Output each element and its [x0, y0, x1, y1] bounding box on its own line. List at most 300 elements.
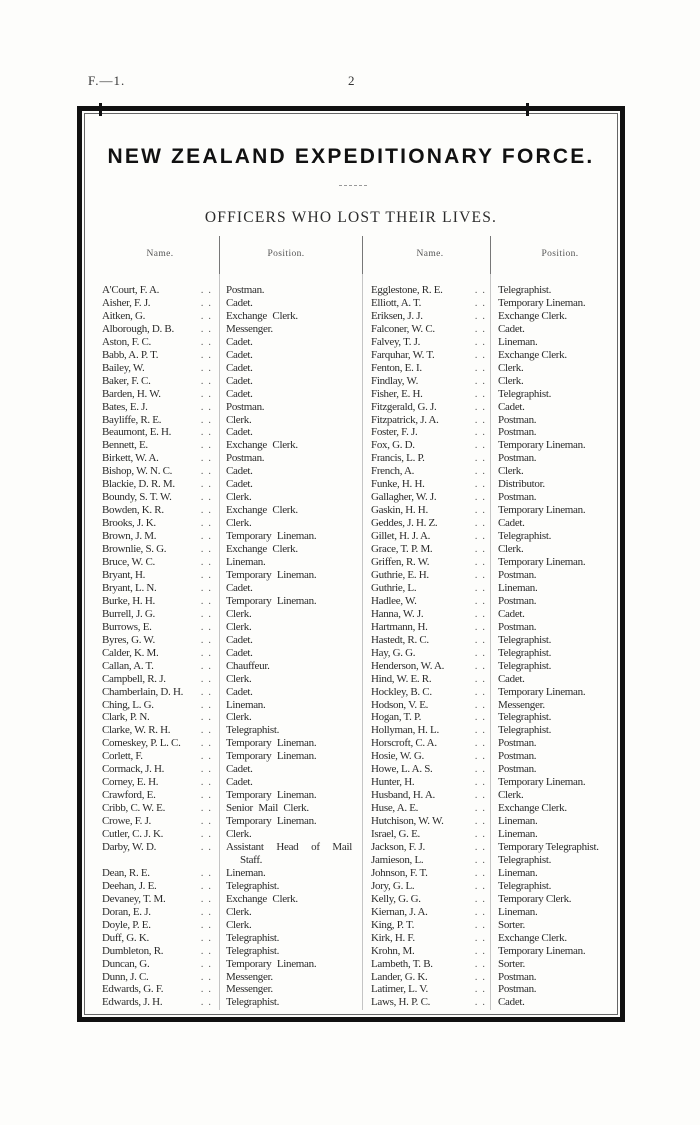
officer-name: Hanna, W. J. . .	[371, 608, 498, 621]
table-row	[371, 414, 623, 427]
officer-name: Edwards, G. F. . .	[102, 983, 226, 996]
officer-name: Gaskin, H. H. . .	[371, 504, 498, 517]
officer-position: Telegraphist.	[226, 996, 280, 1009]
officer-name: Hosie, W. G. . .	[371, 750, 498, 763]
table-row	[102, 634, 354, 647]
officer-position: Telegraphist.	[498, 284, 552, 296]
officer-position: Telegraphist.	[226, 879, 280, 892]
officer-position: Telegraphist.	[498, 387, 552, 400]
officer-position: Temporary Lineman.	[226, 750, 317, 763]
officer-position: Lineman.	[498, 815, 538, 828]
officer-name: Dean, R. E. . .	[102, 867, 226, 880]
table-row	[371, 336, 623, 349]
table-row	[371, 724, 623, 737]
officer-name: Aitken, G. . .	[102, 310, 226, 323]
table-row	[371, 491, 623, 504]
officer-name: Edwards, J. H. . .	[102, 996, 226, 1009]
table-row	[102, 362, 354, 375]
officer-name: Kiernan, J. A. . .	[371, 906, 498, 919]
officer-position: Telegraphist.	[498, 711, 552, 724]
officer-name: Bates, E. J. . .	[102, 401, 226, 414]
officer-name: Campbell, R. J. . .	[102, 673, 226, 686]
officer-position: Cadet.	[226, 646, 253, 659]
officer-position: Cadet.	[498, 996, 525, 1009]
officer-name: Dumbleton, R. . .	[102, 945, 226, 958]
officer-position: Cadet.	[226, 776, 253, 789]
officer-position: Postman.	[498, 594, 537, 607]
officer-position: Exchange Clerk.	[498, 309, 567, 322]
officer-position: Temporary Lineman.	[498, 556, 586, 569]
table-row	[102, 983, 354, 996]
officer-position: Telegraphist.	[226, 724, 280, 737]
officer-name: Deehan, J. E. . .	[102, 880, 226, 893]
table-row	[102, 556, 354, 569]
table-row	[102, 323, 354, 336]
officer-position: Exchange Clerk.	[226, 504, 298, 517]
officer-name: Corlett, F. . .	[102, 750, 226, 763]
table-row	[371, 556, 623, 569]
table-row	[371, 802, 623, 815]
officer-name: Kirk, H. F. . .	[371, 932, 498, 945]
officer-position: Temporary Lineman.	[226, 789, 317, 802]
table-row	[102, 647, 354, 660]
table-row	[371, 362, 623, 375]
officer-name: Hutchison, W. W. . .	[371, 815, 498, 828]
officer-position: Temporary Lineman.	[498, 685, 586, 698]
officer-name: Calder, K. M. . .	[102, 647, 226, 660]
officer-position: Sorter.	[498, 918, 525, 931]
officer-name: Gillet, H. J. A. . .	[371, 530, 498, 543]
officer-position: Messenger.	[226, 322, 273, 335]
table-row	[102, 530, 354, 543]
table-row	[102, 517, 354, 530]
officer-position: Exchange Clerk.	[226, 892, 298, 905]
table-row	[371, 828, 623, 841]
officer-position: Exchange Clerk.	[226, 309, 298, 322]
column-header-name-left: Name.	[146, 249, 174, 259]
table-row	[102, 673, 354, 686]
officer-position: Clerk.	[226, 517, 252, 530]
officer-position: Lineman.	[498, 828, 538, 841]
officer-position: Exchange Clerk.	[226, 439, 298, 452]
officer-position: Clerk.	[226, 828, 252, 841]
officer-position: Clerk.	[498, 543, 524, 556]
table-row	[371, 388, 623, 401]
officer-name: Latimer, L. V. . .	[371, 983, 498, 996]
table-row	[371, 569, 623, 582]
table-row	[102, 919, 354, 932]
table-row	[371, 608, 623, 621]
officer-name: Egglestone, R. E. . .	[371, 284, 498, 297]
officer-position: Messenger.	[226, 970, 273, 983]
officer-name: Doran, E. J. . .	[102, 906, 226, 919]
officer-position: Cadet.	[226, 387, 253, 400]
officer-name: Bruce, W. C. . .	[102, 556, 226, 569]
officer-position: Lineman.	[498, 866, 538, 879]
table-row	[102, 297, 354, 310]
officer-position: Cadet.	[226, 426, 253, 439]
officer-position: Postman.	[498, 763, 537, 776]
officer-name: Geddes, J. H. Z. . .	[371, 517, 498, 530]
officer-name: Alborough, D. B. . .	[102, 323, 226, 336]
table-row	[102, 465, 354, 478]
table-row	[102, 724, 354, 737]
officer-name: Henderson, W. A. . .	[371, 660, 498, 673]
officer-position: Cadet.	[498, 400, 525, 413]
officer-position: Postman.	[226, 400, 265, 413]
officer-name: Kelly, G. G. . .	[371, 893, 498, 906]
officer-position: Postman.	[226, 452, 265, 465]
table-row	[102, 336, 354, 349]
officer-position: Clerk.	[498, 465, 524, 478]
column-rule	[490, 236, 491, 274]
officer-name: Birkett, W. A. . .	[102, 452, 226, 465]
officer-name: Bailey, W. . .	[102, 362, 226, 375]
officer-name: Funke, H. H. . .	[371, 478, 498, 491]
table-row	[102, 608, 354, 621]
officer-name: Boundy, S. T. W. . .	[102, 491, 226, 504]
table-row	[371, 504, 623, 517]
officer-name: Hogan, T. P. . .	[371, 711, 498, 724]
officer-name: Hunter, H. . .	[371, 776, 498, 789]
table-row	[102, 867, 354, 880]
table-row	[371, 375, 623, 388]
officer-name: Foster, F. J. . .	[371, 426, 498, 439]
officer-name: Ching, L. G. . .	[102, 699, 226, 712]
table-row	[371, 932, 623, 945]
officer-name: Devaney, T. M. . .	[102, 893, 226, 906]
officer-position: Cadet.	[226, 685, 253, 698]
officer-position: Postman.	[498, 620, 537, 633]
officer-position: Telegraphist.	[226, 931, 280, 944]
table-row	[102, 880, 354, 893]
officer-name: Husband, H. A. . .	[371, 789, 498, 802]
officer-position: Cadet.	[226, 763, 253, 776]
officer-position: Exchange Clerk.	[498, 802, 567, 815]
officer-position: Cadet.	[226, 348, 253, 361]
table-row	[371, 595, 623, 608]
officer-position: Cadet.	[498, 607, 525, 620]
table-row	[371, 452, 623, 465]
officer-position: Telegraphist.	[498, 724, 552, 737]
table-row	[371, 349, 623, 362]
officer-position: Cadet.	[226, 633, 253, 646]
table-row	[371, 958, 623, 971]
officer-name: Falconer, W. C. . .	[371, 323, 498, 336]
table-row	[371, 621, 623, 634]
table-row	[371, 815, 623, 828]
officer-position: Temporary Lineman.	[226, 568, 317, 581]
table-row	[102, 621, 354, 634]
officer-list-right	[371, 284, 623, 1009]
officer-position: Assistant Head of Mail Staff.	[226, 840, 352, 866]
officer-position: Temporary Lineman.	[498, 439, 586, 452]
table-row	[102, 841, 354, 867]
table-row	[371, 750, 623, 763]
table-row	[371, 582, 623, 595]
table-row	[102, 543, 354, 556]
officer-position: Messenger.	[498, 698, 545, 711]
officer-position: Distributor.	[498, 478, 545, 491]
table-row	[371, 310, 623, 323]
officer-name: Duncan, G. . .	[102, 958, 226, 971]
officer-name: Chamberlain, D. H. . .	[102, 686, 226, 699]
table-row	[371, 673, 623, 686]
officer-name: Findlay, W. . .	[371, 375, 498, 388]
table-row	[371, 699, 623, 712]
table-row	[102, 478, 354, 491]
officer-position: Temporary Telegraphist.	[498, 840, 599, 853]
officer-position: Telegraphist.	[498, 530, 552, 543]
officer-position: Telegraphist.	[498, 646, 552, 659]
table-row	[371, 426, 623, 439]
officer-name: Brown, J. M. . .	[102, 530, 226, 543]
officer-name: Beaumont, E. H. . .	[102, 426, 226, 439]
table-row	[102, 776, 354, 789]
officer-name: Bayliffe, R. E. . .	[102, 414, 226, 427]
officer-name: Jackson, F. J. . .	[371, 841, 498, 854]
table-row	[371, 776, 623, 789]
officer-name: Burrell, J. G. . .	[102, 608, 226, 621]
officer-position: Postman.	[498, 426, 537, 439]
officer-position: Postman.	[498, 750, 537, 763]
officer-name: Laws, H. P. C. . .	[371, 996, 498, 1009]
officer-name: Crawford, E. . .	[102, 789, 226, 802]
table-row	[371, 841, 623, 854]
document-reference: F.—1.	[88, 73, 126, 88]
table-row	[102, 750, 354, 763]
table-row	[371, 284, 623, 297]
officer-name: Blackie, D. R. M. . .	[102, 478, 226, 491]
table-row	[102, 388, 354, 401]
officer-name: Hay, G. G. . .	[371, 647, 498, 660]
officer-position: Temporary Clerk.	[498, 892, 572, 905]
table-row	[102, 945, 354, 958]
officer-position: Lineman.	[498, 581, 538, 594]
table-row	[371, 478, 623, 491]
officer-name: Doyle, P. E. . .	[102, 919, 226, 932]
officer-name: Bowden, K. R. . .	[102, 504, 226, 517]
officer-name: Howe, L. A. S. . .	[371, 763, 498, 776]
officer-position: Postman.	[498, 491, 537, 504]
officer-name: Hockley, B. C. . .	[371, 686, 498, 699]
section-heading: OFFICERS WHO LOST THEIR LIVES.	[204, 209, 498, 226]
officer-position: Postman.	[498, 452, 537, 465]
column-rule	[219, 236, 220, 274]
table-row	[102, 310, 354, 323]
table-row	[102, 815, 354, 828]
officer-position: Senior Mail Clerk.	[226, 802, 309, 815]
table-row	[371, 401, 623, 414]
column-rule	[362, 274, 363, 1010]
table-row	[371, 297, 623, 310]
officer-position: Temporary Lineman.	[226, 737, 317, 750]
table-row	[102, 414, 354, 427]
officer-name: Falvey, T. J. . .	[371, 336, 498, 349]
officer-position: Postman.	[498, 983, 537, 996]
column-header-name-right: Name.	[416, 249, 444, 259]
officer-name: Corney, E. H. . .	[102, 776, 226, 789]
table-row	[102, 893, 354, 906]
table-row	[102, 958, 354, 971]
officer-position: Messenger.	[226, 983, 273, 996]
table-row	[102, 699, 354, 712]
officer-list-left	[102, 284, 354, 1009]
officer-position: Temporary Lineman.	[226, 530, 317, 543]
officer-position: Lineman.	[226, 556, 266, 569]
officer-position: Cadet.	[226, 374, 253, 387]
officer-name: Aisher, F. J. . .	[102, 297, 226, 310]
officer-position: Clerk.	[226, 491, 252, 504]
officer-name: Cribb, C. W. E. . .	[102, 802, 226, 815]
officer-position: Postman.	[498, 737, 537, 750]
officer-name: Hind, W. E. R. . .	[371, 673, 498, 686]
table-row	[102, 426, 354, 439]
officer-name: Byres, G. W. . .	[102, 634, 226, 647]
officer-name: Comeskey, P. L. C. . .	[102, 737, 226, 750]
table-row	[102, 491, 354, 504]
table-row	[371, 323, 623, 336]
table-row	[371, 906, 623, 919]
officer-position: Lineman.	[498, 905, 538, 918]
officer-name: Fisher, E. H. . .	[371, 388, 498, 401]
officer-name: Hadlee, W. . .	[371, 595, 498, 608]
table-row	[102, 686, 354, 699]
officer-name: Duff, G. K. . .	[102, 932, 226, 945]
officer-position: Temporary Lineman.	[498, 776, 586, 789]
title-divider	[339, 185, 367, 186]
officer-position: Clerk.	[226, 905, 252, 918]
officer-name: Farquhar, W. T. . .	[371, 349, 498, 362]
officer-position: Cadet.	[498, 322, 525, 335]
table-row	[102, 504, 354, 517]
officer-position: Temporary Lineman.	[498, 296, 586, 309]
officer-position: Temporary Lineman.	[226, 957, 317, 970]
officer-position: Cadet.	[226, 465, 253, 478]
officer-name: King, P. T. . .	[371, 919, 498, 932]
table-row	[102, 763, 354, 776]
officer-position: Clerk.	[226, 918, 252, 931]
officer-name: Guthrie, L. . .	[371, 582, 498, 595]
officer-name: Hastedt, R. C. . .	[371, 634, 498, 647]
officer-position: Telegraphist.	[498, 659, 552, 672]
officer-position: Clerk.	[498, 374, 524, 387]
table-row	[371, 737, 623, 750]
officer-position: Cadet.	[226, 361, 253, 374]
officer-name: Callan, A. T. . .	[102, 660, 226, 673]
officer-name: Bryant, L. N. . .	[102, 582, 226, 595]
officer-name: Barden, H. W. . .	[102, 388, 226, 401]
officer-name: Hollyman, H. L. . .	[371, 724, 498, 737]
officer-name: Krohn, M. . .	[371, 945, 498, 958]
table-row	[102, 569, 354, 582]
officer-position: Clerk.	[226, 607, 252, 620]
table-row	[371, 983, 623, 996]
officer-name: A'Court, F. A. . .	[102, 284, 226, 297]
table-row	[371, 880, 623, 893]
officer-position: Clerk.	[226, 672, 252, 685]
officer-name: Lander, G. K. . .	[371, 971, 498, 984]
table-row	[371, 465, 623, 478]
table-row	[102, 932, 354, 945]
page-title: NEW ZEALAND EXPEDITIONARY FORCE.	[107, 145, 595, 168]
table-row	[102, 802, 354, 815]
officer-position: Postman.	[498, 413, 537, 426]
table-row	[102, 996, 354, 1009]
table-row	[102, 789, 354, 802]
officer-name: Bryant, H. . .	[102, 569, 226, 582]
table-row	[371, 517, 623, 530]
table-row	[102, 401, 354, 414]
table-row	[371, 439, 623, 452]
table-row	[102, 439, 354, 452]
officer-name: Darby, W. D. . .	[102, 841, 226, 867]
table-row	[371, 686, 623, 699]
officer-name: Johnson, F. T. . .	[371, 867, 498, 880]
officer-position: Cadet.	[498, 517, 525, 530]
officer-position: Temporary Lineman.	[226, 594, 317, 607]
officer-name: Clark, P. N. . .	[102, 711, 226, 724]
officer-name: Babb, A. P. T. . .	[102, 349, 226, 362]
table-row	[371, 854, 623, 867]
officer-name: Burrows, E. . .	[102, 621, 226, 634]
officer-position: Lineman.	[498, 335, 538, 348]
table-row	[371, 919, 623, 932]
table-row	[371, 945, 623, 958]
officer-name: Fenton, E. I. . .	[371, 362, 498, 375]
officer-name: Clarke, W. R. H. . .	[102, 724, 226, 737]
table-row	[102, 595, 354, 608]
officer-position: Lineman.	[226, 866, 266, 879]
frame-ornament	[99, 103, 102, 116]
officer-name: Burke, H. H. . .	[102, 595, 226, 608]
officer-position: Clerk.	[226, 620, 252, 633]
table-row	[371, 530, 623, 543]
officer-position: Postman.	[498, 568, 537, 581]
table-row	[102, 737, 354, 750]
officer-position: Cadet.	[226, 335, 253, 348]
officer-name: Hartmann, H. . .	[371, 621, 498, 634]
officer-position: Telegraphist.	[498, 633, 552, 646]
officer-position: Chauffeur.	[226, 659, 270, 672]
table-row	[371, 543, 623, 556]
officer-position: Lineman.	[226, 698, 266, 711]
frame-ornament	[526, 103, 529, 116]
officer-position: Exchange Clerk.	[498, 348, 567, 361]
officer-position: Clerk.	[498, 361, 524, 374]
officer-name: Francis, L. P. . .	[371, 452, 498, 465]
officer-position: Clerk.	[226, 711, 252, 724]
officer-position: Exchange Clerk.	[498, 931, 567, 944]
officer-name: Aston, F. C. . .	[102, 336, 226, 349]
officer-position: Cadet.	[226, 478, 253, 491]
officer-position: Temporary Lineman.	[226, 815, 317, 828]
officer-position: Telegraphist.	[498, 879, 552, 892]
officer-position: Postman.	[498, 970, 537, 983]
officer-name: Eriksen, J. J. . .	[371, 310, 498, 323]
officer-name: Grace, T. P. M. . .	[371, 543, 498, 556]
table-row	[371, 634, 623, 647]
page-number: 2	[348, 73, 355, 88]
officer-position: Telegraphist.	[498, 853, 552, 866]
table-row	[102, 582, 354, 595]
officer-name: Baker, F. C. . .	[102, 375, 226, 388]
table-row	[371, 647, 623, 660]
column-header-position-left: Position.	[267, 249, 305, 259]
table-row	[371, 660, 623, 673]
officer-name: Guthrie, E. H. . .	[371, 569, 498, 582]
officer-name: Lambeth, T. B. . .	[371, 958, 498, 971]
